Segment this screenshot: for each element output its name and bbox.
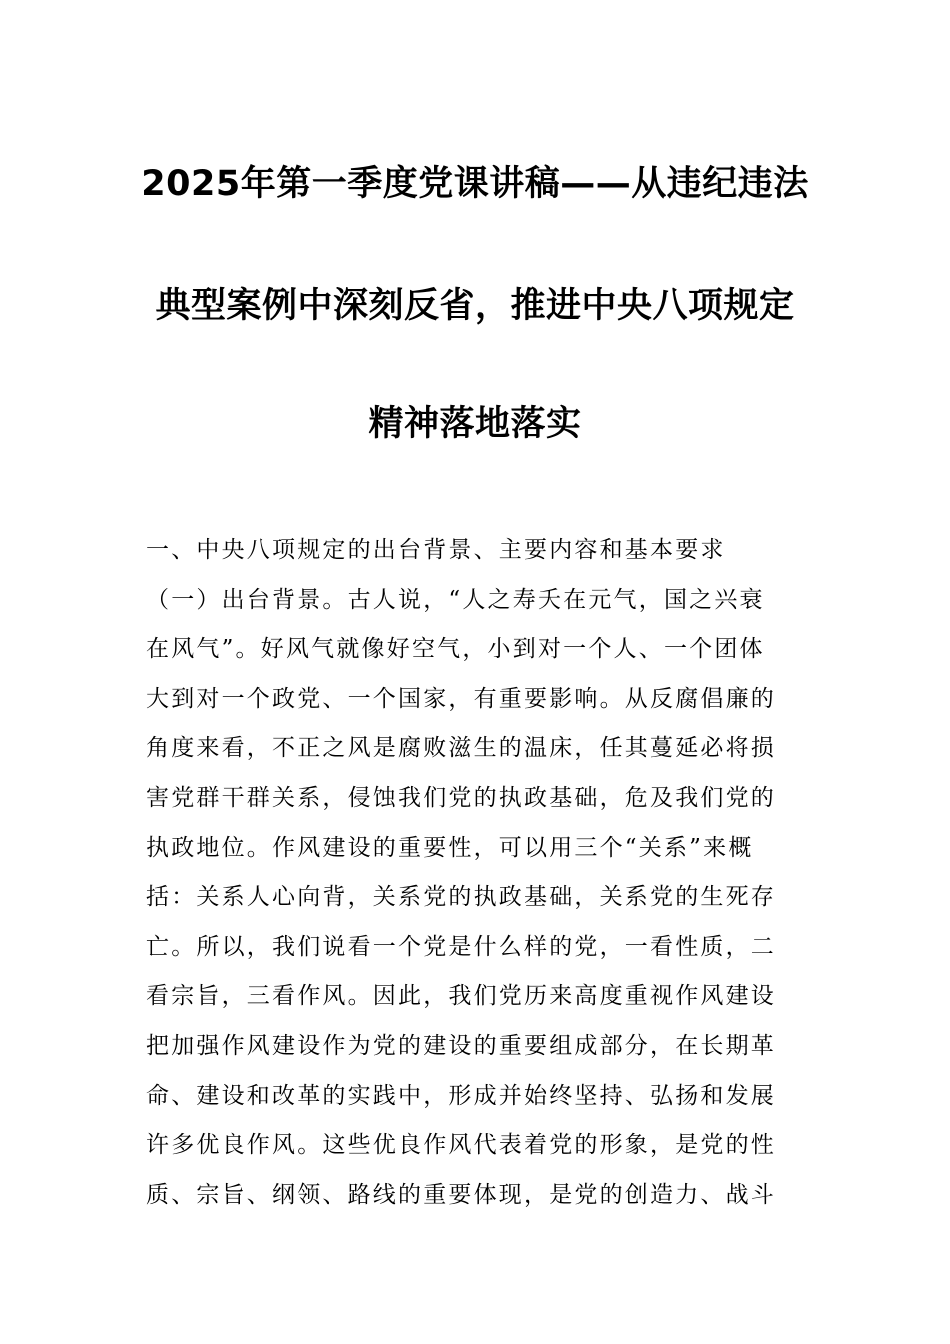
paragraph-line: 角度来看，不正之风是腐败滋生的温床，任其蔓延必将损 [146,735,776,762]
paragraph-line: 看宗旨，三看作风。因此，我们党历来高度重视作风建设 [146,983,776,1010]
paragraph-line: （一）出台背景。古人说，“人之寿夭在元气，国之兴衰 [146,586,765,613]
paragraph-line: 许多优良作风。这些优良作风代表着党的形象，是党的性 [146,1132,776,1159]
paragraph-line: 质、宗旨、纲领、路线的重要体现，是党的创造力、战斗 [146,1181,776,1208]
title-line-2: 典型案例中深刻反省，推进中央八项规定 [155,286,795,326]
paragraph-line: 在风气”。好风气就像好空气，小到对一个人、一个团体 [146,636,765,663]
document-body [146,533,811,1227]
title-line-3: 精神落地落实 [368,404,582,444]
paragraph-line: 害党群干群关系，侵蚀我们党的执政基础，危及我们党的 [146,784,776,811]
section-heading: 一、中央八项规定的出台背景、主要内容和基本要求 [146,537,726,563]
paragraph-line: 亡。所以，我们说看一个党是什么样的党，一看性质，二 [146,933,776,960]
paragraph-line: 把加强作风建设作为党的建设的重要组成部分，在长期革 [146,1032,776,1059]
title-line-1: 2025年第一季度党课讲稿——从违纪违法 [141,164,809,204]
paragraph-line: 命、建设和改革的实践中，形成并始终坚持、弘扬和发展 [146,1082,776,1109]
paragraph-line: 执政地位。作风建设的重要性，可以用三个“关系”来概 [146,834,754,861]
paragraph-line: 大到对一个政党、一个国家，有重要影响。从反腐倡廉的 [146,685,776,712]
paragraph-line: 括：关系人心向背，关系党的执政基础，关系党的生死存 [146,884,776,911]
